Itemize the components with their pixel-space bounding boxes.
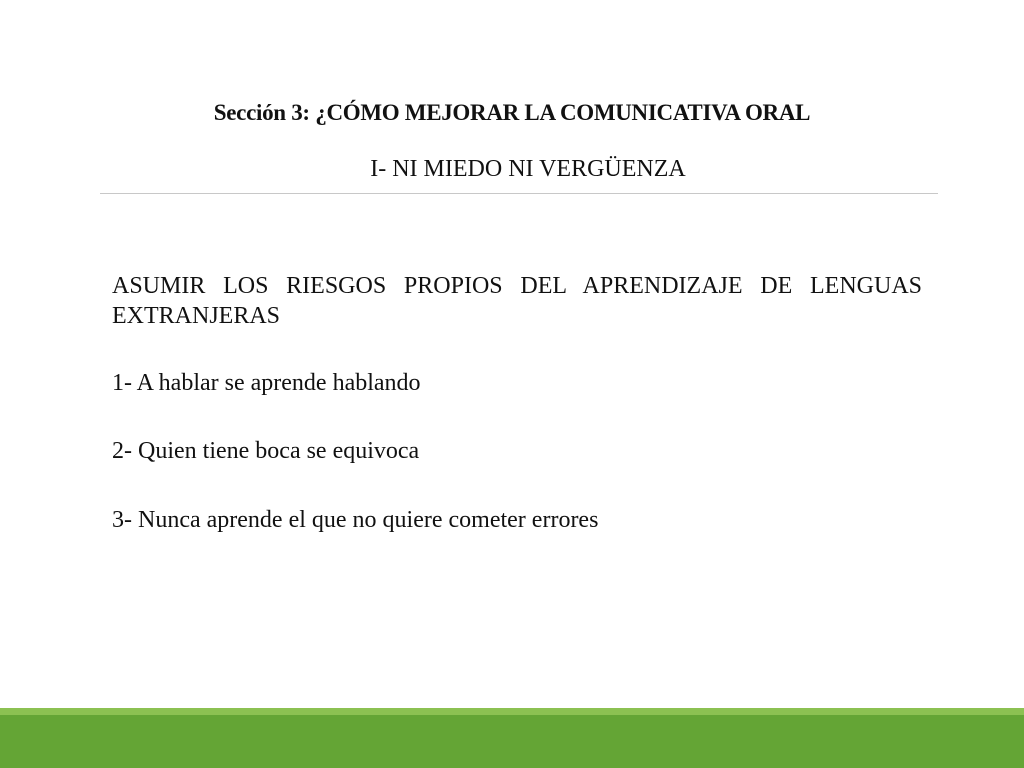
point-item: 2- Quien tiene boca se equivoca <box>112 438 420 464</box>
slide-subtitle: I- NI MIEDO NI VERGÜENZA <box>370 156 686 182</box>
footer-accent-stripe <box>0 708 1024 715</box>
lead-paragraph: ASUMIR LOS RIESGOS PROPIOS DEL APRENDIZAJE DE LENGUAS EXTRANJERAS <box>112 273 922 329</box>
footer-bar <box>0 715 1024 768</box>
point-item: 1- A hablar se aprende hablando <box>112 370 421 396</box>
point-item: 3- Nunca aprende el que no quiere cometer errores <box>112 507 599 533</box>
header-divider <box>100 193 938 194</box>
slide-heading: Sección 3: ¿CÓMO MEJORAR LA COMUNICATIVA ORAL <box>213 100 811 125</box>
